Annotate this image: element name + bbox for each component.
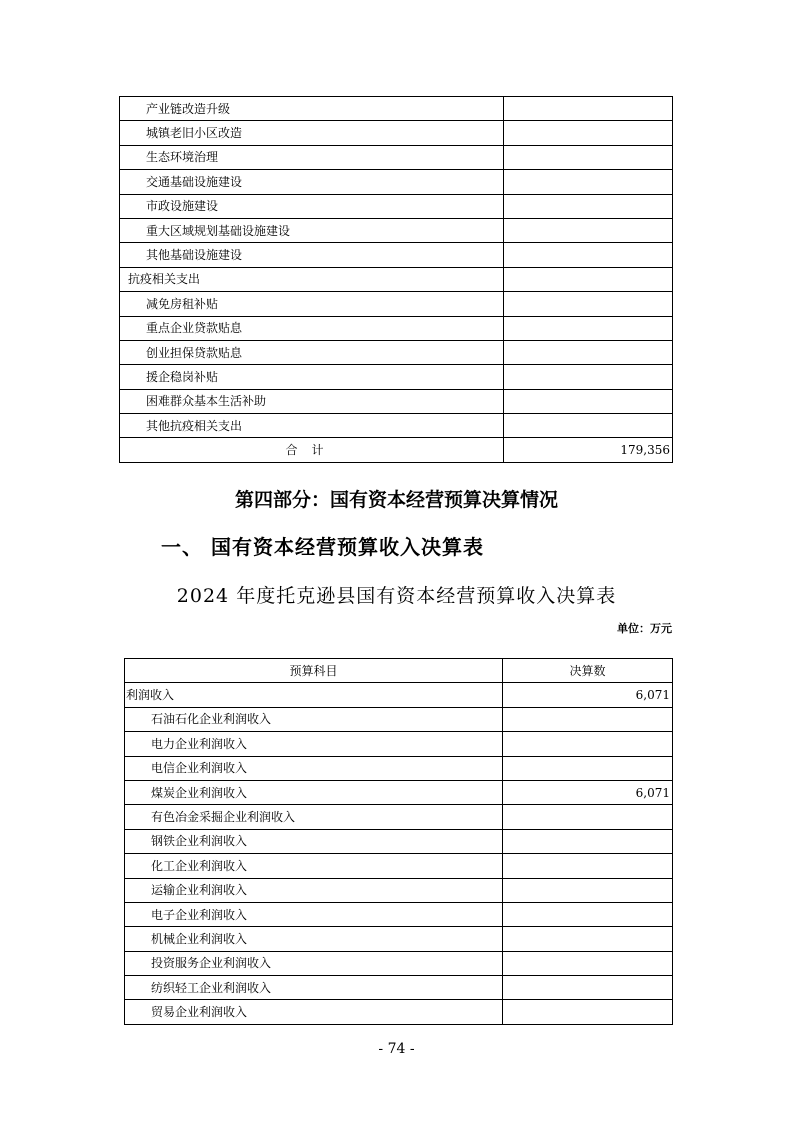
unit-label: 单位：万元 — [617, 622, 672, 635]
row-label: 机械企业利润收入 — [125, 927, 503, 951]
row-value — [504, 218, 673, 242]
row-label: 市政设施建设 — [120, 194, 504, 218]
row-value — [503, 732, 673, 756]
row-label: 运输企业利润收入 — [125, 878, 503, 902]
row-value — [503, 707, 673, 731]
row-value — [504, 170, 673, 194]
table-row — [120, 170, 673, 194]
row-value — [504, 243, 673, 267]
row-label: 煤炭企业利润收入 — [125, 780, 503, 804]
table-row — [125, 951, 673, 975]
row-label: 重点企业贷款贴息 — [120, 316, 504, 340]
table-row — [120, 267, 673, 291]
table-row — [125, 683, 673, 707]
row-value — [504, 340, 673, 364]
row-label: 困难群众基本生活补助 — [120, 389, 504, 413]
table-row — [120, 414, 673, 438]
table-row — [125, 756, 673, 780]
table-row — [120, 145, 673, 169]
table-row — [120, 218, 673, 242]
table-row — [120, 316, 673, 340]
table-row — [120, 340, 673, 364]
row-value — [504, 145, 673, 169]
table-title: 2024 年度托克逊县国有资本经营预算收入决算表 — [176, 585, 617, 607]
row-value — [504, 121, 673, 145]
row-label: 纺织轻工企业利润收入 — [125, 976, 503, 1000]
row-label: 减免房租补贴 — [120, 292, 504, 316]
row-label: 创业担保贷款贴息 — [120, 340, 504, 364]
row-value — [504, 97, 673, 121]
table-row — [120, 292, 673, 316]
row-value — [503, 805, 673, 829]
header-final-amount: 决算数 — [503, 659, 673, 683]
row-label: 其他基础设施建设 — [120, 243, 504, 267]
table-row — [120, 194, 673, 218]
row-label: 生态环境治理 — [120, 145, 504, 169]
row-label: 交通基础设施建设 — [120, 170, 504, 194]
table-row — [125, 780, 673, 804]
table-row — [125, 976, 673, 1000]
table-row — [125, 1000, 673, 1024]
row-label: 投资服务企业利润收入 — [125, 951, 503, 975]
table-row — [120, 121, 673, 145]
row-value — [504, 414, 673, 438]
row-value — [504, 267, 673, 291]
table-row — [125, 732, 673, 756]
row-label: 抗疫相关支出 — [120, 267, 504, 291]
row-label: 城镇老旧小区改造 — [120, 121, 504, 145]
row-label: 利润收入 — [125, 683, 503, 707]
table-row — [125, 902, 673, 926]
row-value — [503, 1000, 673, 1024]
row-value: 6,071 — [503, 780, 673, 804]
row-value: 6,071 — [503, 683, 673, 707]
row-value — [503, 854, 673, 878]
row-value — [503, 756, 673, 780]
row-value — [504, 389, 673, 413]
row-value — [503, 829, 673, 853]
table-row — [125, 854, 673, 878]
revenue-final-accounts-table — [124, 658, 673, 1025]
row-label: 电力企业利润收入 — [125, 732, 503, 756]
row-label: 援企稳岗补贴 — [120, 365, 504, 389]
row-label: 其他抗疫相关支出 — [120, 414, 504, 438]
header-budget-subject: 预算科目 — [125, 659, 503, 683]
row-value — [503, 878, 673, 902]
row-label: 电子企业利润收入 — [125, 902, 503, 926]
row-label: 有色冶金采掘企业利润收入 — [125, 805, 503, 829]
row-value — [504, 194, 673, 218]
table-row — [125, 927, 673, 951]
row-label: 贸易企业利润收入 — [125, 1000, 503, 1024]
row-label: 电信企业利润收入 — [125, 756, 503, 780]
table-row — [120, 243, 673, 267]
page-number: - 74 - — [378, 1041, 415, 1057]
total-value: 179,356 — [504, 438, 673, 462]
table-row — [125, 829, 673, 853]
row-value — [504, 292, 673, 316]
table-row — [120, 97, 673, 121]
row-value — [503, 951, 673, 975]
table-row — [125, 707, 673, 731]
table-row — [120, 389, 673, 413]
total-row — [120, 438, 673, 462]
section-title: 一、 国有资本经营预算收入决算表 — [161, 535, 484, 559]
row-value — [503, 927, 673, 951]
row-value — [504, 316, 673, 340]
part-title: 第四部分：国有资本经营预算决算情况 — [234, 489, 558, 511]
total-label: 合计 — [120, 438, 504, 462]
row-value — [503, 976, 673, 1000]
row-value — [503, 902, 673, 926]
table-header-row — [125, 659, 673, 683]
table-row — [125, 805, 673, 829]
table-row — [120, 365, 673, 389]
row-label: 产业链改造升级 — [120, 97, 504, 121]
expenditure-table-continued — [119, 96, 673, 463]
row-label: 化工企业利润收入 — [125, 854, 503, 878]
row-value — [504, 365, 673, 389]
row-label: 石油石化企业利润收入 — [125, 707, 503, 731]
row-label: 钢铁企业利润收入 — [125, 829, 503, 853]
row-label: 重大区域规划基础设施建设 — [120, 218, 504, 242]
table-row — [125, 878, 673, 902]
